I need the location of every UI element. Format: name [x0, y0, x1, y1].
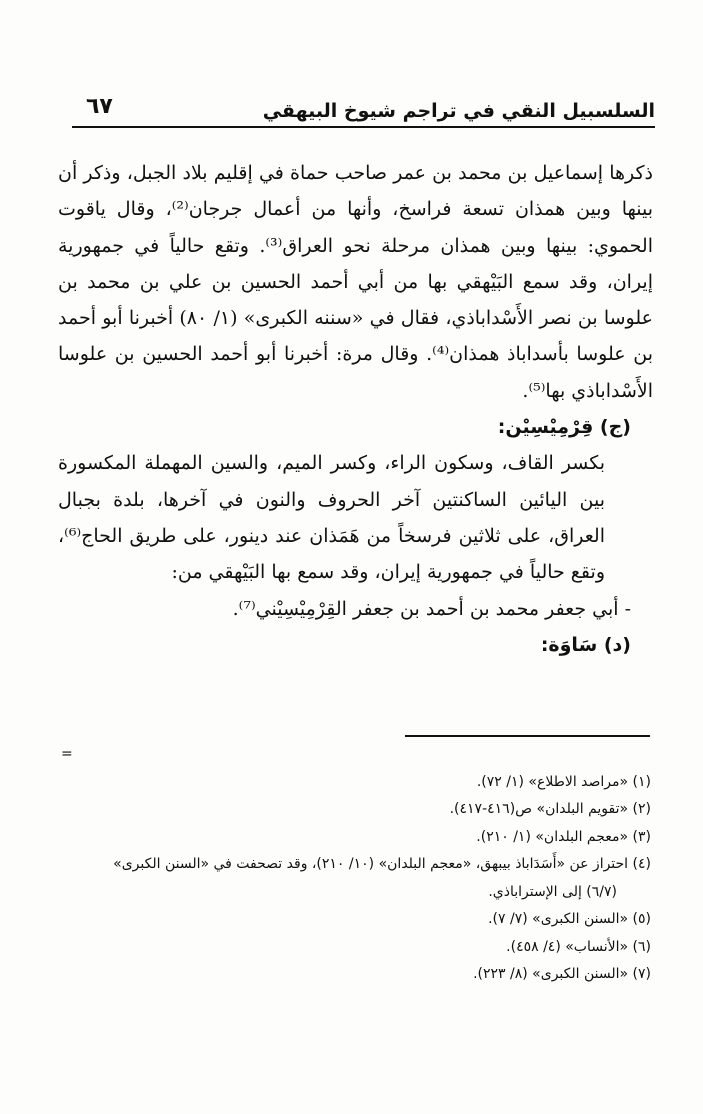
page-header	[72, 92, 655, 128]
footnote-separator	[405, 735, 650, 737]
paragraph-qirmisin: بكسر القاف، وسكون الراء، وكسر الميم، والسين المهملة المكسورة بين اليائين الساكنتين آخر الحروف والنون في آخرها، بلدة بجبال العراق، على ثلاثين فرسخاً من هَمَذان عند دينور، على طريق الحاج⁽⁶⁾، وتقع حالياً في جمهورية إيران، وقد سمع بها البَيْهقي من:	[58, 452, 605, 584]
footnote-7: (٧) «السنن الكبرى» (٨/ ٢٢٣).	[473, 966, 651, 982]
heading-sawa: (د) سَاوَة:	[540, 633, 631, 656]
header-rule	[72, 126, 655, 128]
footnote-4: (٤) احتراز عن «أَسَدَاباذ بيبهق، «معجم البلدان» (١٠/ ٢١٠)، وقد تصحفت في «السنن الكبرى»	[113, 856, 651, 872]
heading-qirmisin: (ج) قِرْمِيْسِيْن:	[497, 416, 631, 439]
footnote-1: (١) «مراصد الاطلاع» (١/ ٧٢).	[476, 773, 651, 790]
footnotes	[61, 741, 651, 989]
footnote-3: (٣) «معجم البلدان» (١/ ٢١٠).	[476, 828, 651, 845]
footnote-continuation-mark: =	[61, 746, 73, 762]
footnote-6: (٦) «الأنساب» (٤/ ٤٥٨).	[506, 938, 651, 955]
footnote-2: (٢) «تقويم البلدان» ص(٤١٦-٤١٧).	[449, 801, 651, 817]
footnote-4-continued: (٦/٧) إلى الإستراباذي.	[488, 883, 617, 900]
paragraph-asadabad: ذكرها إسماعيل بن محمد بن عمر صاحب حماة في إقليم بلاد الجبل، وذكر أن بينها وبين همذان تسعة فراسخ، وأنها من أعمال جرجان⁽²⁾، وقال ياقوت الحموي: بينها وبين همذان مرحلة نحو العراق⁽³⁾. وتقع حالياً في جمهورية إيران، وقد سمع البَيْهقي بها من أبي أحمد الحسين بن علي بن محمد بن علوسا بن نصر الأَسْداباذي، فقال في «سننه الكبرى» (١/ ٨٠) أخبرنا أبو أحمد بن علوسا بأسداباذ همذان⁽⁴⁾. وقال مرة: أخبرنا أبو أحمد الحسين بن علوسا الأَسْداباذي بها⁽⁵⁾.	[58, 162, 654, 402]
list-item-abu-jafar: - أبي جعفر محمد بن أحمد بن جعفر القِرْمِيْسِيْني⁽⁷⁾.	[232, 597, 631, 620]
main-text	[58, 155, 653, 663]
page-number: ٦٧	[86, 94, 113, 119]
running-title: السلسبيل النقي في تراجم شيوخ البيهقي	[262, 100, 655, 122]
footnote-5: (٥) «السنن الكبرى» (٧/ ٧).	[488, 911, 651, 927]
